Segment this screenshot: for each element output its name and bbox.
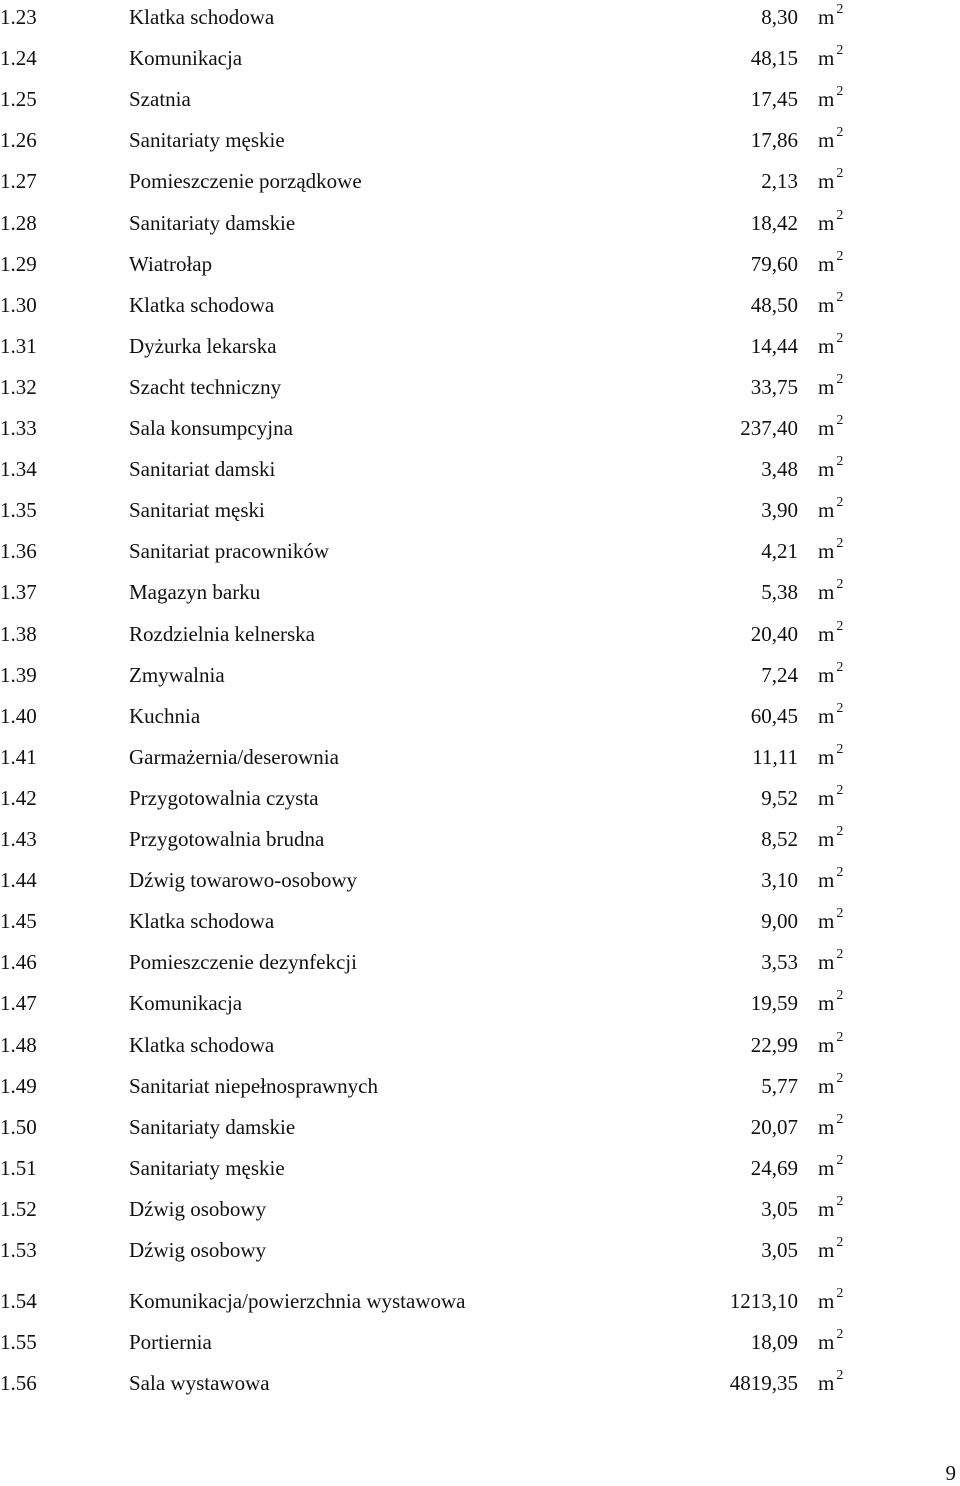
area-unit [818,783,843,813]
area-unit-exponent: 2 [836,1327,844,1342]
room-row [0,1071,960,1101]
area-unit-exponent: 2 [836,208,844,223]
room-row [0,1112,960,1142]
area-unit-exponent: 2 [836,2,844,17]
area-unit-exponent: 2 [836,1030,844,1045]
room-row [0,619,960,649]
area-unit [818,1194,843,1224]
area-unit [818,331,843,361]
area-unit-exponent: 2 [836,783,844,798]
room-row [0,1235,960,1265]
area-unit-base: m [818,704,835,728]
room-name: Sanitariaty damskie [129,211,296,235]
room-area: 5,38 [761,580,798,604]
page-number: 9 [945,1461,956,1485]
area-unit-base: m [818,1289,835,1313]
area-unit-base: m [818,334,835,358]
room-number: 1.44 [0,868,37,892]
room-name: Pomieszczenie porządkowe [129,169,362,193]
area-unit-base: m [818,457,835,481]
area-unit-exponent: 2 [836,865,844,880]
room-area: 19,59 [750,991,798,1015]
room-row [0,454,960,484]
area-unit-exponent: 2 [836,290,844,305]
room-number: 1.27 [0,169,37,193]
room-number: 1.42 [0,786,37,810]
area-unit-base: m [818,252,835,276]
room-number: 1.35 [0,498,37,522]
room-name: Komunikacja [129,46,243,70]
area-unit-base: m [818,539,835,563]
room-name: Sanitariat męski [129,498,265,522]
area-unit-exponent: 2 [836,372,844,387]
room-number: 1.39 [0,663,37,687]
room-number: 1.26 [0,128,37,152]
room-name: Dźwig towarowo-osobowy [129,868,358,892]
room-name: Klatka schodowa [129,5,275,29]
area-unit [818,1235,843,1265]
room-number: 1.30 [0,293,37,317]
room-area: 14,44 [750,334,798,358]
area-unit-base: m [818,416,835,440]
area-unit [818,84,843,114]
room-name: Szacht techniczny [129,375,282,399]
area-unit [818,372,843,402]
room-area: 24,69 [750,1156,798,1180]
room-name: Komunikacja [129,991,243,1015]
area-unit [818,988,843,1018]
area-unit [818,906,843,936]
room-name: Klatka schodowa [129,1033,275,1057]
room-row [0,783,960,813]
room-area: 18,09 [750,1330,798,1354]
area-unit-base: m [818,87,835,111]
area-unit [818,660,843,690]
room-area: 8,30 [761,5,798,29]
area-unit-base: m [818,1330,835,1354]
room-area: 3,90 [761,498,798,522]
room-number: 1.23 [0,5,37,29]
area-unit-exponent: 2 [836,701,844,716]
area-unit-exponent: 2 [836,331,844,346]
room-name: Komunikacja/powierzchnia wystawowa [129,1289,466,1313]
area-unit [818,865,843,895]
room-number: 1.31 [0,334,37,358]
area-unit [818,290,843,320]
room-name: Sala wystawowa [129,1371,270,1395]
room-row [0,577,960,607]
area-unit-exponent: 2 [836,84,844,99]
area-unit [818,1286,843,1316]
area-unit [818,619,843,649]
area-unit-exponent: 2 [836,619,844,634]
room-number: 1.37 [0,580,37,604]
room-area: 17,86 [750,128,798,152]
room-number: 1.29 [0,252,37,276]
area-unit-base: m [818,1238,835,1262]
room-area: 17,45 [750,87,798,111]
room-name: Dźwig osobowy [129,1238,267,1262]
room-area: 8,52 [761,827,798,851]
area-unit [818,1112,843,1142]
area-unit-base: m [818,868,835,892]
room-row [0,865,960,895]
room-row [0,290,960,320]
area-unit [818,208,843,238]
area-unit-exponent: 2 [836,536,844,551]
room-area: 11,11 [752,745,798,769]
room-name: Sala konsumpcyjna [129,416,293,440]
room-row [0,1030,960,1060]
area-unit [818,1327,843,1357]
room-name: Pomieszczenie dezynfekcji [129,950,357,974]
area-unit [818,43,843,73]
room-row [0,1368,960,1398]
area-unit-base: m [818,786,835,810]
room-row [0,824,960,854]
room-name: Dźwig osobowy [129,1197,267,1221]
room-number: 1.25 [0,87,37,111]
room-number: 1.49 [0,1074,37,1098]
room-name: Klatka schodowa [129,909,275,933]
area-unit [818,166,843,196]
room-row [0,372,960,402]
room-row [0,701,960,731]
room-name: Sanitariat niepełnosprawnych [129,1074,379,1098]
room-number: 1.56 [0,1371,37,1395]
room-number: 1.45 [0,909,37,933]
room-name: Sanitariaty damskie [129,1115,296,1139]
area-unit-exponent: 2 [836,1235,844,1250]
area-unit [818,577,843,607]
area-unit-base: m [818,293,835,317]
room-area: 5,77 [761,1074,798,1098]
area-unit [818,1368,843,1398]
room-row [0,208,960,238]
room-area: 3,10 [761,868,798,892]
area-unit [818,454,843,484]
area-unit-exponent: 2 [836,742,844,757]
area-unit-exponent: 2 [836,947,844,962]
room-row [0,1194,960,1224]
area-unit [818,1030,843,1060]
area-unit-exponent: 2 [836,43,844,58]
room-area: 4,21 [761,539,798,563]
area-unit-exponent: 2 [836,906,844,921]
room-area: 48,50 [750,293,798,317]
area-unit-base: m [818,211,835,235]
room-row [0,660,960,690]
room-number: 1.43 [0,827,37,851]
room-area: 20,40 [750,622,798,646]
area-unit [818,413,843,443]
room-area: 18,42 [750,211,798,235]
area-unit-base: m [818,1156,835,1180]
room-row [0,84,960,114]
room-name: Przygotowalnia czysta [129,786,319,810]
room-area: 3,05 [761,1197,798,1221]
area-unit-exponent: 2 [836,1153,844,1168]
room-row [0,125,960,155]
room-area: 3,05 [761,1238,798,1262]
room-number: 1.33 [0,416,37,440]
room-number: 1.50 [0,1115,37,1139]
room-number: 1.55 [0,1330,37,1354]
area-unit-exponent: 2 [836,125,844,140]
room-row [0,1153,960,1183]
area-unit [818,1071,843,1101]
room-number: 1.51 [0,1156,37,1180]
room-name: Sanitariaty męskie [129,1156,285,1180]
room-number: 1.52 [0,1197,37,1221]
area-unit-exponent: 2 [836,166,844,181]
area-unit-base: m [818,1033,835,1057]
room-name: Kuchnia [129,704,201,728]
room-area: 79,60 [750,252,798,276]
area-unit [818,495,843,525]
area-unit-base: m [818,46,835,70]
room-number: 1.36 [0,539,37,563]
room-number: 1.53 [0,1238,37,1262]
area-unit-base: m [818,745,835,769]
room-number: 1.28 [0,211,37,235]
area-unit-exponent: 2 [836,454,844,469]
room-row [0,495,960,525]
room-name: Szatnia [129,87,191,111]
room-number: 1.24 [0,46,37,70]
area-unit-base: m [818,375,835,399]
area-unit-base: m [818,909,835,933]
area-unit [818,536,843,566]
room-row [0,413,960,443]
room-row [0,166,960,196]
area-unit-exponent: 2 [836,1194,844,1209]
room-row [0,988,960,1018]
room-area: 33,75 [750,375,798,399]
room-row [0,43,960,73]
room-number: 1.48 [0,1033,37,1057]
room-area: 4819,35 [729,1371,798,1395]
room-area: 1213,10 [729,1289,798,1313]
room-area: 237,40 [740,416,798,440]
area-unit-exponent: 2 [836,1071,844,1086]
room-number: 1.41 [0,745,37,769]
room-name: Portiernia [129,1330,212,1354]
room-number: 1.54 [0,1289,37,1313]
area-unit-exponent: 2 [836,660,844,675]
room-row [0,249,960,279]
room-name: Wiatrołap [129,252,213,276]
area-unit [818,1153,843,1183]
area-unit [818,2,843,32]
room-row [0,906,960,936]
room-row [0,1327,960,1357]
area-unit-base: m [818,1115,835,1139]
area-unit-exponent: 2 [836,988,844,1003]
room-number: 1.46 [0,950,37,974]
room-name: Dyżurka lekarska [129,334,277,358]
area-unit-base: m [818,950,835,974]
area-unit-base: m [818,169,835,193]
room-name: Rozdzielnia kelnerska [129,622,316,646]
area-unit-base: m [818,991,835,1015]
room-name: Przygotowalnia brudna [129,827,325,851]
room-area: 2,13 [761,169,798,193]
room-row [0,742,960,772]
area-unit-exponent: 2 [836,1112,844,1127]
room-name: Sanitariaty męskie [129,128,285,152]
area-unit [818,249,843,279]
area-unit-exponent: 2 [836,249,844,264]
area-unit-base: m [818,663,835,687]
room-area: 60,45 [750,704,798,728]
room-row [0,947,960,977]
area-unit [818,125,843,155]
room-area: 7,24 [761,663,798,687]
room-name: Garmażernia/deserownia [129,745,339,769]
area-unit [818,824,843,854]
room-row [0,331,960,361]
area-unit-base: m [818,498,835,522]
room-number: 1.32 [0,375,37,399]
room-area: 20,07 [750,1115,798,1139]
area-unit-base: m [818,5,835,29]
area-unit [818,701,843,731]
area-unit [818,742,843,772]
room-area: 3,53 [761,950,798,974]
room-area: 9,52 [761,786,798,810]
room-area: 9,00 [761,909,798,933]
room-row [0,2,960,32]
room-number: 1.38 [0,622,37,646]
area-unit-base: m [818,1074,835,1098]
area-unit-exponent: 2 [836,577,844,592]
room-name: Zmywalnia [129,663,225,687]
area-unit-exponent: 2 [836,1368,844,1383]
room-name: Sanitariat pracowników [129,539,330,563]
room-row [0,1286,960,1316]
room-area: 22,99 [750,1033,798,1057]
area-unit [818,947,843,977]
room-area: 48,15 [750,46,798,70]
room-name: Sanitariat damski [129,457,276,481]
area-unit-exponent: 2 [836,824,844,839]
room-number: 1.47 [0,991,37,1015]
area-unit-base: m [818,128,835,152]
area-unit-base: m [818,1197,835,1221]
area-unit-exponent: 2 [836,1286,844,1301]
room-name: Klatka schodowa [129,293,275,317]
area-unit-base: m [818,1371,835,1395]
area-unit-exponent: 2 [836,413,844,428]
room-number: 1.40 [0,704,37,728]
room-name: Magazyn barku [129,580,261,604]
room-row [0,536,960,566]
area-unit-exponent: 2 [836,495,844,510]
area-unit-base: m [818,827,835,851]
area-unit-base: m [818,622,835,646]
room-number: 1.34 [0,457,37,481]
room-area: 3,48 [761,457,798,481]
area-unit-base: m [818,580,835,604]
